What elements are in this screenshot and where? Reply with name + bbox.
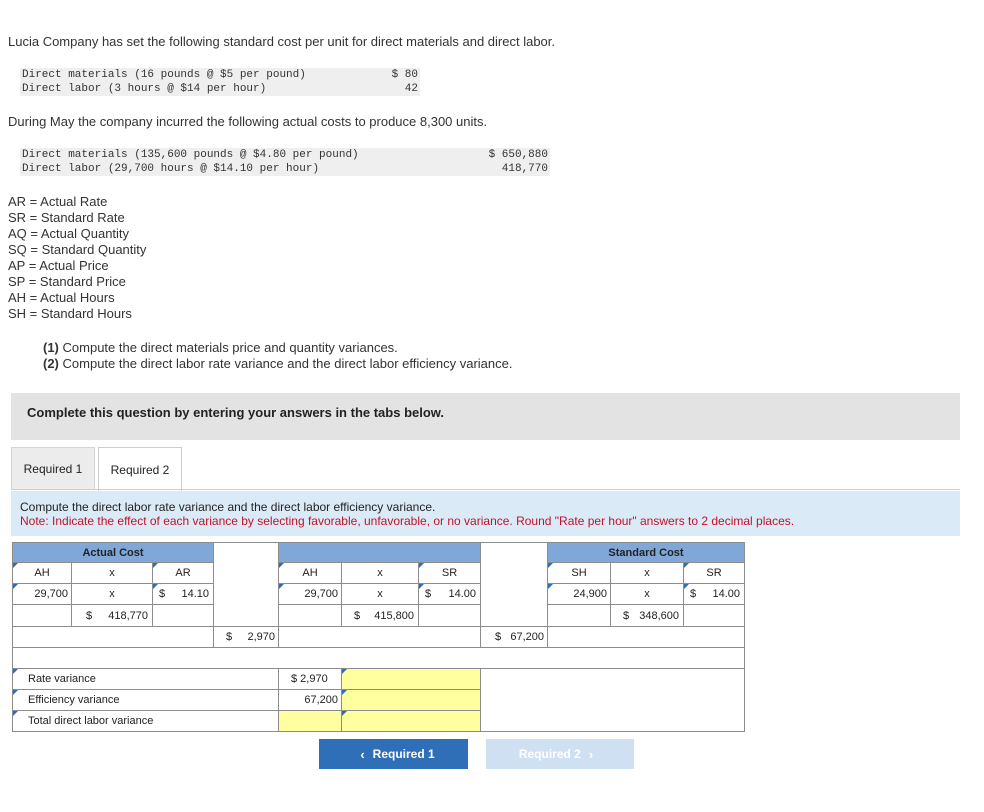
standard-rate-input-mid[interactable] — [418, 583, 481, 605]
header-spacer — [480, 542, 548, 563]
standard-cost-table — [20, 68, 420, 96]
question-list — [43, 340, 512, 372]
blank-row — [12, 626, 214, 648]
banner-text: Complete this question by entering your answers in the tabs below. — [27, 405, 445, 420]
abbreviation-list — [8, 194, 146, 322]
instruction-note: Note: Indicate the effect of each variance by selecting favorable, unfavorable, or no variance. Round "Rate per hour" answers to 2 decimal places. — [20, 514, 795, 528]
abbreviation-item: SH = Standard Hours — [8, 306, 132, 321]
question-number: (1) — [43, 340, 59, 355]
standard-cost-header: Standard Cost — [547, 542, 745, 563]
abbreviation-item: SP = Standard Price — [8, 274, 126, 289]
abbreviation-item: AQ = Actual Quantity — [8, 226, 130, 241]
efficiency-difference — [480, 626, 548, 648]
mid-total — [341, 604, 419, 627]
question-item — [43, 356, 512, 372]
times-sign: x — [341, 583, 419, 605]
dollar-sign: $ — [226, 631, 233, 643]
tab-instructions — [11, 491, 960, 536]
actual-rate-value: 14.10 — [181, 588, 209, 600]
dollar-sign: $ — [159, 588, 166, 600]
tab-required-2[interactable]: Required 2 — [98, 447, 182, 491]
times-sign: x — [610, 583, 684, 605]
abbreviation-item: SR = Standard Rate — [8, 210, 125, 225]
efficiency-variance-effect-select[interactable] — [341, 689, 481, 711]
total-variance-effect-select[interactable] — [341, 710, 481, 732]
efficiency-variance-label: Efficiency variance — [12, 689, 279, 711]
actual-costs-intro: During May the company incurred the following actual costs to produce 8,300 units. — [8, 114, 488, 129]
blank-cell — [418, 604, 481, 627]
rate-difference-value: 2,970 — [247, 631, 275, 643]
times-sign: x — [71, 583, 153, 605]
spacer — [480, 562, 548, 584]
chevron-right-icon: › — [588, 746, 594, 762]
actual-rate-input[interactable] — [152, 583, 214, 605]
question-item — [43, 340, 512, 356]
mid-total-value: 415,800 — [374, 609, 414, 622]
question-text: Compute the direct materials price and quantity variances. — [62, 340, 398, 355]
sh-label[interactable]: SH — [547, 562, 611, 584]
standard-total — [610, 604, 684, 627]
next-button-label: Required 2 — [518, 747, 581, 761]
instruction-line: Compute the direct labor rate variance and the direct labor efficiency variance. — [20, 500, 436, 514]
tab-divider — [11, 489, 960, 490]
ah-label[interactable]: AH — [278, 562, 342, 584]
total-variance-amount[interactable] — [278, 710, 342, 732]
abbreviation-item: SQ = Standard Quantity — [8, 242, 147, 257]
spacer — [480, 583, 548, 605]
blank-cell — [547, 604, 611, 627]
header-spacer — [213, 542, 279, 563]
blank-row — [278, 626, 481, 648]
abbreviation-item: AH = Actual Hours — [8, 290, 115, 305]
times-sign: x — [71, 562, 153, 584]
rate-difference — [213, 626, 279, 648]
efficiency-difference-value: 67,200 — [510, 631, 544, 643]
dollar-sign: $ — [495, 631, 502, 643]
standard-row-value: 42 — [380, 82, 420, 96]
actual-cost-header: Actual Cost — [12, 542, 214, 563]
actual-cost-table — [20, 148, 550, 176]
times-sign: x — [610, 562, 684, 584]
abbreviation-item: AR = Actual Rate — [8, 194, 108, 209]
sr-label[interactable]: SR — [683, 562, 745, 584]
actual-row-value: $ 650,880 — [470, 148, 550, 162]
efficiency-variance-amount[interactable]: 67,200 — [278, 689, 342, 711]
times-sign: x — [341, 562, 419, 584]
blank-cell — [683, 604, 745, 627]
question-text: Compute the direct labor rate variance and the direct labor efficiency variance. — [62, 356, 513, 371]
instruction-banner — [11, 393, 960, 440]
dollar-sign: $ — [690, 588, 697, 600]
standard-rate-value: 14.00 — [448, 588, 476, 600]
spacer — [213, 562, 279, 584]
blank-area — [480, 668, 745, 732]
actual-total-value: 418,770 — [108, 609, 148, 622]
total-variance-label: Total direct labor variance — [12, 710, 279, 732]
abbreviation-item: AP = Actual Price — [8, 258, 109, 273]
blank-row — [12, 647, 745, 669]
rate-variance-effect-select[interactable] — [341, 668, 481, 690]
dollar-sign: $ — [86, 609, 93, 622]
tab-required-1[interactable]: Required 1 — [11, 447, 95, 489]
prev-required-1-button[interactable] — [319, 739, 468, 769]
dollar-sign: $ — [623, 609, 630, 622]
chevron-left-icon: ‹ — [360, 746, 365, 762]
rate-variance-label: Rate variance — [12, 668, 279, 690]
standard-rate-value: 14.00 — [712, 588, 740, 600]
blank-cell — [278, 604, 342, 627]
prev-button-label: Required 1 — [372, 747, 435, 761]
dollar-sign: $ — [425, 588, 432, 600]
actual-hours-input[interactable]: 29,700 — [12, 583, 72, 605]
actual-row-value: 418,770 — [470, 162, 550, 176]
mid-header — [278, 542, 481, 563]
problem-intro: Lucia Company has set the following standard cost per unit for direct materials and direct labor. — [8, 34, 556, 49]
standard-row-label: Direct materials (16 pounds @ $5 per pound) — [20, 68, 380, 82]
standard-row-value: $ 80 — [380, 68, 420, 82]
standard-rate-input[interactable] — [683, 583, 745, 605]
actual-hours-input-mid[interactable]: 29,700 — [278, 583, 342, 605]
standard-hours-input[interactable]: 24,900 — [547, 583, 611, 605]
standard-total-value: 348,600 — [639, 609, 679, 622]
spacer — [213, 583, 279, 605]
actual-total — [71, 604, 153, 627]
blank-cell — [12, 604, 72, 627]
blank-row — [547, 626, 745, 648]
question-number: (2) — [43, 356, 59, 371]
spacer — [213, 604, 279, 627]
standard-row-label: Direct labor (3 hours @ $14 per hour) — [20, 82, 380, 96]
actual-row-label: Direct labor (29,700 hours @ $14.10 per hour) — [20, 162, 470, 176]
ah-label[interactable]: AH — [12, 562, 72, 584]
blank-cell — [152, 604, 214, 627]
spacer — [480, 604, 548, 627]
actual-row-label: Direct materials (135,600 pounds @ $4.80 per pound) — [20, 148, 470, 162]
next-required-2-button[interactable] — [486, 739, 634, 769]
rate-variance-amount[interactable]: $ 2,970 — [278, 668, 342, 690]
dollar-sign: $ — [354, 609, 361, 622]
ar-label[interactable]: AR — [152, 562, 214, 584]
sr-label[interactable]: SR — [418, 562, 481, 584]
